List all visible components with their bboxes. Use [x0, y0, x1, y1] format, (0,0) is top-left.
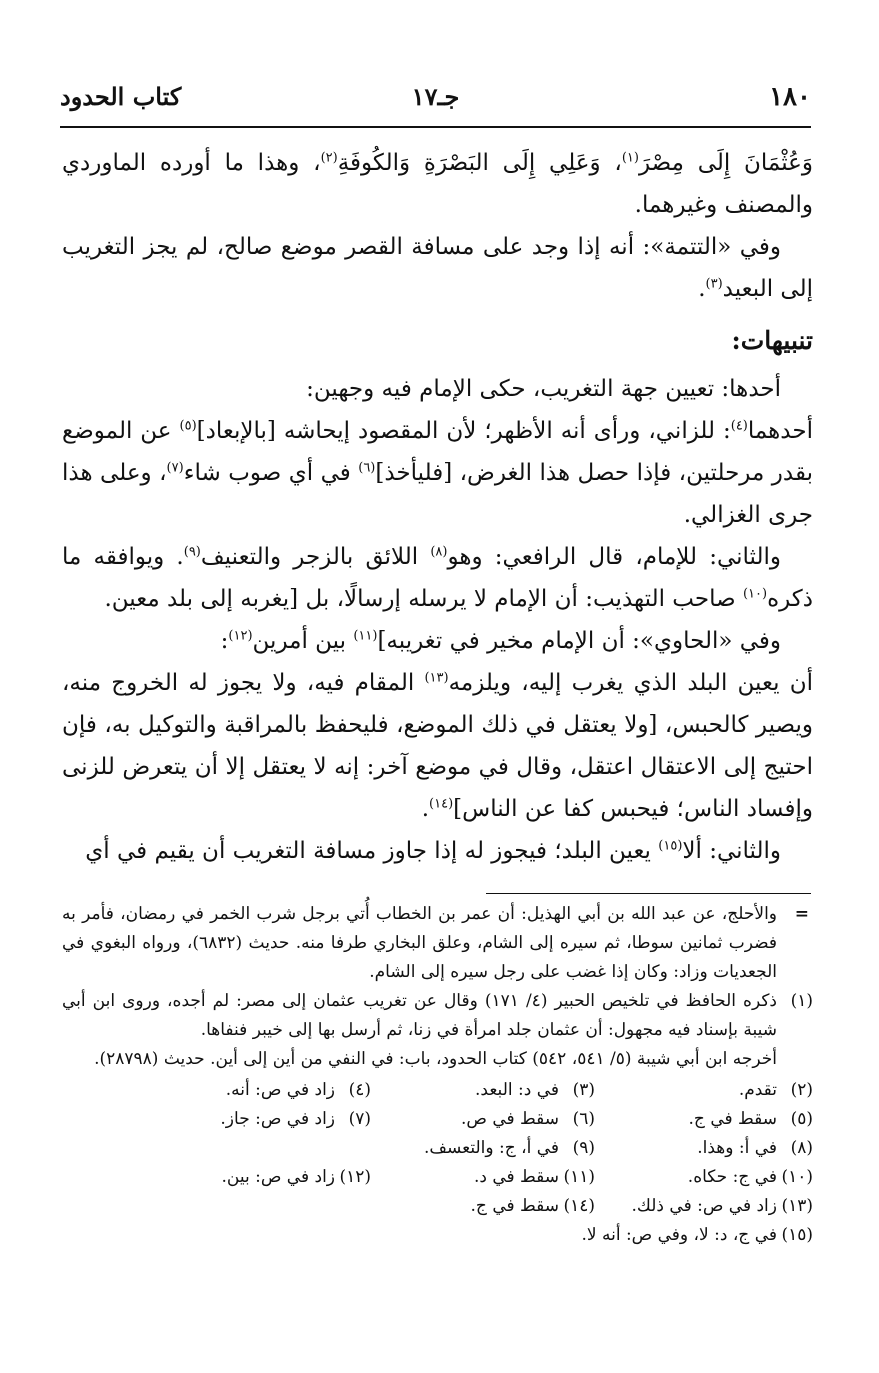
paragraph-6: وفي «الحاوي»: أن الإمام مخير في تغريبه]$^{(١١)}$ بين أمرين$^{(١٢)}$: [220, 628, 781, 654]
footnote-ref: (٢) [320, 150, 338, 166]
continuation-mark: = [794, 904, 809, 924]
footnote-ref: (٥) [179, 418, 197, 434]
footnote-short: (١٣) زاد في ص: في ذلك. [631, 1196, 813, 1216]
footnote-divider [486, 893, 811, 894]
volume-label: جـ١٧ [411, 82, 460, 111]
footnote-short: (٦) سقط في ص. [460, 1109, 595, 1129]
footnote-short: (٧) زاد في ص: جاز. [220, 1109, 371, 1129]
footnote-short [371, 1221, 595, 1250]
footnote-short: (٤) زاد في ص: أنه. [225, 1080, 371, 1100]
page-header [60, 82, 811, 122]
paragraph-4: أحدهما$^{(٤)}$: للزاني، ورأى أنه الأظهر؛ لأن المقصود إيحاشه [بالإبعاد]$^{(٥)}$ عن الموضع بقدر مرحلتين، فإذا حصل هذا الغرض، [فليأخذ]$^{(٦)}$ في أي صوب شاء$^{(٧)}$، وعلى هذا جرى الغزالي. [62, 418, 813, 528]
footnote-short: (١٢) زاد في ص: بين. [221, 1167, 371, 1187]
footnote-ref: (١) [621, 150, 639, 166]
footnote-short: (٣) في د: البعد. [475, 1080, 595, 1100]
footnote-short: (١٠) في ج: حكاه. [687, 1167, 813, 1187]
header-divider [60, 126, 811, 128]
paragraph-5: والثاني: للإمام، قال الرافعي: وهو$^{(٨)}$ اللائق بالزجر والتعنيف$^{(٩)}$. ويوافقه ما ذكره$^{(١٠)}$ صاحب التهذيب: أن الإمام لا يرسله إرسالًا، بل [يغربه إلى بلد معين. [62, 544, 813, 612]
paragraph-7: أن يعين البلد الذي يغرب إليه، ويلزمه$^{(١٣)}$ المقام فيه، ولا يجوز له الخروج منه، ويصير كالحبس، [ولا يعتقل في ذلك الموضع، فليحفظ بالمراقبة والتوكيل به، فإن احتيج إلى الاعتقال اعتقل، وقال في موضع آخر: إنه لا يعتقل إلا أن يتعرض للزنى وإفساد الناس؛ فيحبس كفا عن الناس]$^{(١٤)}$. [62, 670, 813, 822]
short-footnotes [62, 1076, 813, 1250]
footnote-ref: (١٠) [742, 586, 768, 602]
footnote-continuation: = والأحلج، عن عبد الله بن أبي الهذيل: أن عمر بن الخطاب أُتي برجل شرب الخمر في رمضان، فأمر به فضرب ثمانين سوطا، ثم سيره إلى الشام، وعلق البخاري طرفا منه. حديث (٦٨٣٢)، ورواه البغوي في الجعديات وزاد: وكان إذا غضب على رجل سيره إلى الشام. [62, 900, 813, 987]
footnote-1: (١) ذكره الحافظ في تلخيص الحبير (٤/ ١٧١) وقال عن تغريب عثمان إلى مصر: لم أجده، وروى ابن أبي شيبة بإسناد فيه مجهول: أن عثمان جلد امرأة في زنا، ثم أرسل بها إلى خيبر فنفاها. [62, 987, 813, 1045]
footnote-short: (١٤) سقط في ج. [470, 1196, 595, 1216]
footnote-short: (٥) سقط في ج. [688, 1109, 813, 1129]
footnote-ref: (٤) [730, 418, 748, 434]
footnote-ref: (١١) [353, 628, 378, 644]
footnotes [62, 900, 813, 1250]
footnote-ref: (١٥) [658, 838, 683, 854]
paragraph-8: والثاني: ألا$^{(١٥)}$ يعين البلد؛ فيجوز له إذا جاوز مسافة التغريب أن يقيم في أي [85, 838, 781, 864]
paragraph-3: أحدها: تعيين جهة التغريب، حكى الإمام فيه وجهين: [306, 376, 781, 402]
footnote-ref: (٩) [183, 544, 201, 560]
footnote-short: (١١) سقط في د. [473, 1167, 595, 1187]
footnote-ref: (٣) [705, 276, 723, 292]
footnote-short: (٢) تقدم. [738, 1080, 813, 1100]
footnote-number: (١) [790, 991, 813, 1011]
footnote-ref: (٧) [166, 460, 184, 476]
paragraph-2: وفي «التتمة»: أنه إذا وجد على مسافة القصر موضع صالح، لم يجز التغريب إلى البعيد$^{(٣)}$. [62, 234, 813, 302]
page-number: ١٨٠ [769, 82, 811, 112]
book-title: كتاب الحدود [60, 82, 182, 111]
footnote-1-source: أخرجه ابن أبي شيبة (٥/ ٥٤١، ٥٤٢) كتاب الحدود، باب: في النفي من أين إلى أين. حديث (٢٨٧٩٨). [94, 1049, 777, 1069]
main-text [62, 142, 813, 872]
footnote-short: (٨) في أ: وهذا. [697, 1138, 813, 1158]
footnote-short [62, 1134, 371, 1163]
footnote-short [62, 1221, 371, 1250]
footnote-ref: (٨) [430, 544, 448, 560]
footnote-ref: (٦) [358, 460, 376, 476]
footnote-ref: (١٤) [429, 796, 454, 812]
section-heading: تنبيهات: [731, 326, 813, 355]
footnote-short: (٩) في أ، ج: والتعسف. [423, 1138, 595, 1158]
footnote-ref: (١٢) [228, 628, 253, 644]
footnote-ref: (١٣) [424, 670, 449, 686]
paragraph-1: وَعُثْمَانَ إِلَى مِصْرَ$^{(١)}$، وَعَلِي إِلَى البَصْرَةِ وَالكُوفَةِ$^{(٢)}$، وهذا ما أورده الماوردي والمصنف وغيرهما. [62, 150, 813, 218]
footnote-short [62, 1192, 371, 1221]
footnote-short: (١٥) في ج، د: لا، وفي ص: أنه لا. [581, 1225, 813, 1245]
